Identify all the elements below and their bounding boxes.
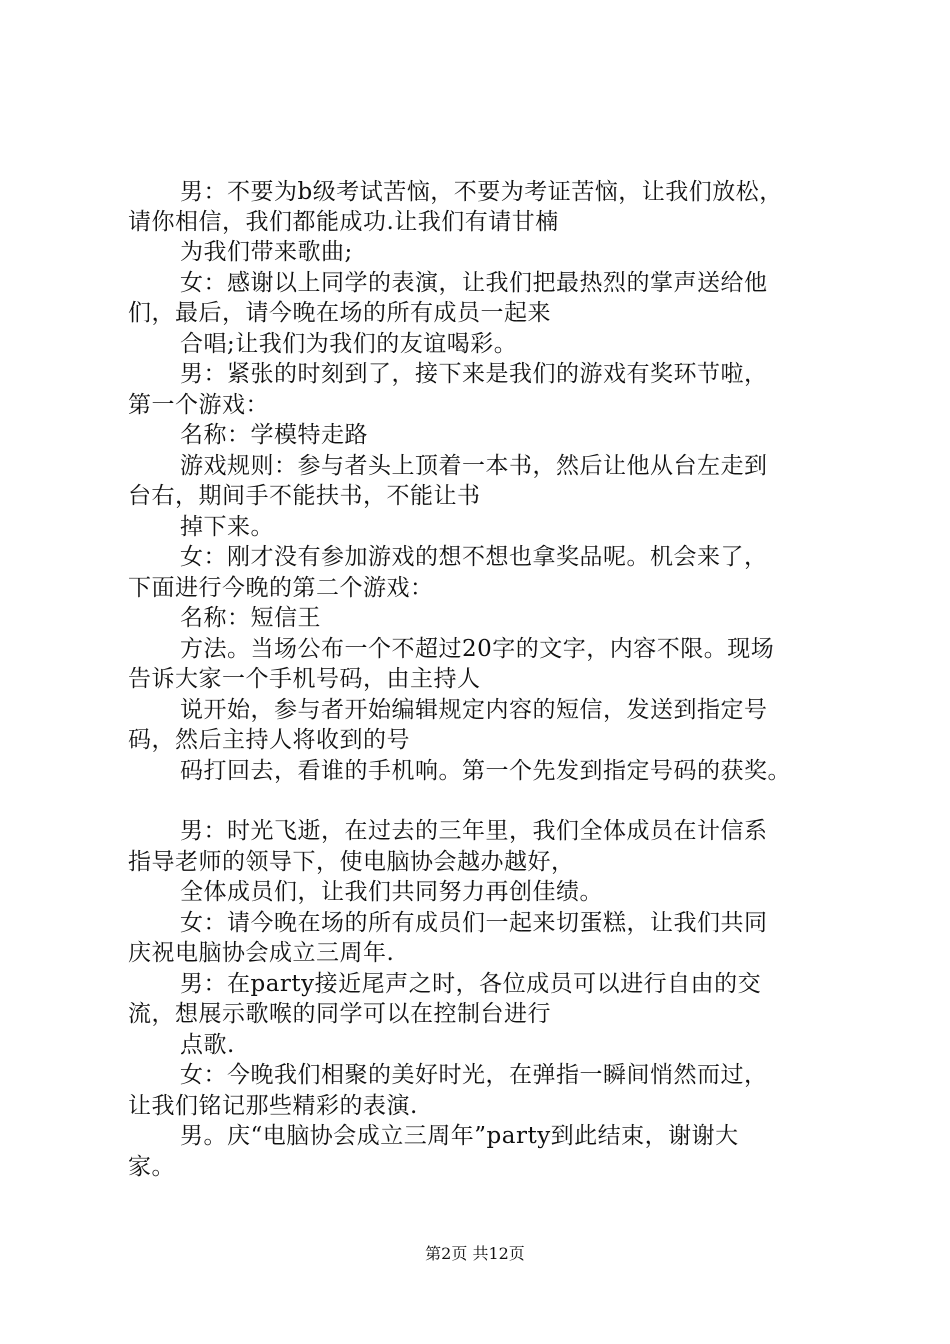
paragraph-line: 女：请今晚在场的所有成员们一起来切蛋糕，让我们共同	[180, 910, 768, 936]
paragraph-line: 合唱;让我们为我们的友谊喝彩。	[180, 331, 518, 357]
paragraph-line: 为我们带来歌曲;	[180, 239, 353, 265]
paragraph-line: 掉下来。	[180, 514, 274, 540]
paragraph-line: 台右，期间手不能扶书，不能让书	[128, 483, 481, 509]
paragraph-line: 名称：学模特走路	[180, 422, 368, 448]
paragraph-line: 第一个游戏：	[128, 392, 269, 418]
page-number-footer: 第2页 共12页	[425, 1244, 525, 1263]
paragraph-line: 女：刚才没有参加游戏的想不想也拿奖品呢。机会来了，	[180, 544, 768, 570]
paragraph-line: 指导老师的领导下，使电脑协会越办越好，	[128, 849, 575, 875]
paragraph-line: 庆祝电脑协会成立三周年.	[128, 940, 395, 966]
paragraph-line: 全体成员们，让我们共同努力再创佳绩。	[180, 879, 603, 905]
paragraph-line: 男：不要为b级考试苦恼，不要为考证苦恼，让我们放松，	[180, 179, 783, 205]
paragraph-line: 男。庆“电脑协会成立三周年”party到此结束，谢谢大	[180, 1123, 739, 1149]
paragraph-line: 说开始，参与者开始编辑规定内容的短信，发送到指定号	[180, 697, 768, 723]
paragraph-line: 让我们铭记那些精彩的表演.	[128, 1093, 418, 1119]
paragraph-line: 男：在party接近尾声之时，各位成员可以进行自由的交	[180, 971, 762, 997]
paragraph-line: 名称：短信王	[180, 605, 321, 631]
paragraph-line: 点歌.	[180, 1032, 235, 1058]
paragraph-line: 男：紧张的时刻到了，接下来是我们的游戏有奖环节啦，	[180, 361, 768, 387]
paragraph-line: 家。	[128, 1154, 175, 1180]
paragraph-line: 女：今晚我们相聚的美好时光，在弹指一瞬间悄然而过，	[180, 1062, 768, 1088]
paragraph-line: 男：时光飞逝，在过去的三年里，我们全体成员在计信系	[180, 818, 768, 844]
paragraph-line: 游戏规则：参与者头上顶着一本书，然后让他从台左走到	[180, 453, 768, 479]
paragraph-line: 女：感谢以上同学的表演，让我们把最热烈的掌声送给他	[180, 270, 768, 296]
paragraph-line: 告诉大家一个手机号码，由主持人	[128, 666, 481, 692]
paragraph-line: 码，然后主持人将收到的号	[128, 727, 410, 753]
paragraph-line: 们，最后，请今晚在场的所有成员一起来	[128, 300, 551, 326]
paragraph-line: 请你相信，我们都能成功.让我们有请甘楠	[128, 209, 559, 235]
paragraph-line: 下面进行今晚的第二个游戏：	[128, 575, 434, 601]
paragraph-line: 码打回去，看谁的手机响。第一个先发到指定号码的获奖。	[180, 758, 791, 784]
paragraph-line: 方法。当场公布一个不超过20字的文字，内容不限。现场	[180, 636, 775, 662]
paragraph-line: 流，想展示歌喉的同学可以在控制台进行	[128, 1001, 551, 1027]
